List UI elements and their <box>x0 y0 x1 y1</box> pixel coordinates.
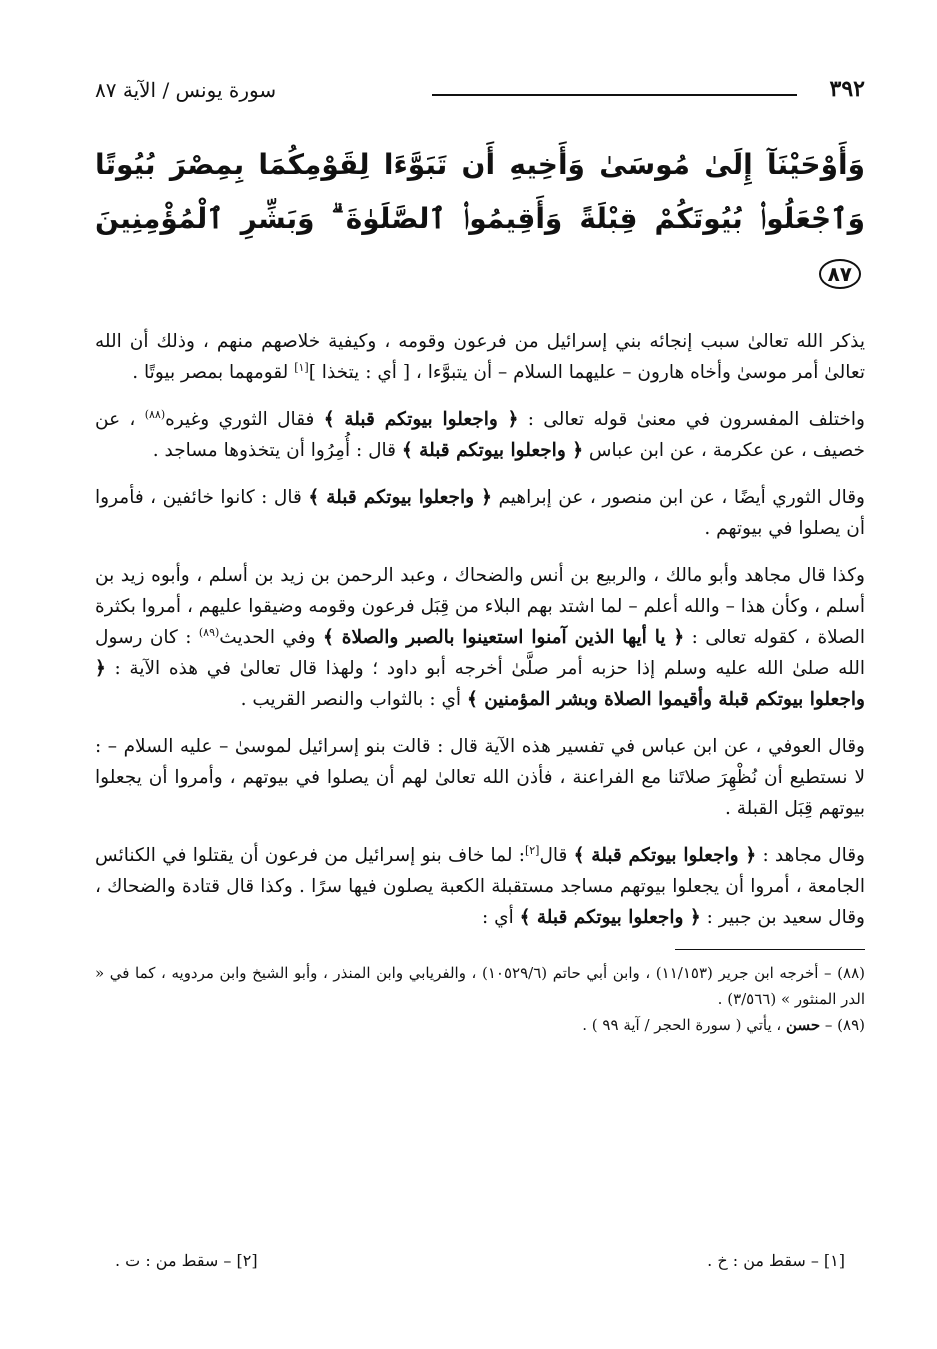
footnote-ref: (٨٨) <box>144 407 166 421</box>
quran-quote: ﴿ واجعلوا بيوتكم قبلة ﴾ <box>519 907 701 928</box>
quran-quote: ﴿ واجعلوا بيوتكم قبلة ﴾ <box>573 845 757 866</box>
quran-verse <box>95 138 865 300</box>
editor-note-2: [٢] – سقط من : ت . <box>115 1251 258 1270</box>
paragraph-2 <box>95 404 865 466</box>
editor-note-1: [١] – سقط من : خ . <box>707 1251 845 1270</box>
editor-notes <box>95 1251 865 1270</box>
footnote-88: (٨٨) – أخرجه ابن جرير (١١/١٥٣) ، وابن أبي حاتم (١٠٥٢٩/٦) ، والفريابي وابن المنذر ، وأبو الشيخ وابن مردويه ، كما في « الدر المنثور » (٣/٥٦٦) . <box>95 964 865 1008</box>
paragraph-text: وفي الحديث <box>219 627 323 648</box>
paragraph-text: وقال الثوري أيضًا ، عن ابن منصور ، عن إبراهيم <box>491 487 865 508</box>
paragraph-text: : لما خاف بنو إسرائيل من فرعون أن يقتلوا في الكنائس الجامعة ، أمروا أن يجعلوا بيوتهم مساجد مستقبلة الكعبة يصلون فيها سرًا . وكذا قال قتادة والضحاك ، وقال سعيد بن جبير : <box>95 845 865 928</box>
verse-text: وَأَوْحَيْنَآ إِلَىٰ مُوسَىٰ وَأَخِيهِ أَن تَبَوَّءَا لِقَوْمِكُمَا بِمِصْرَ بُيُوتًا وَٱجْعَلُوا۟ بُيُوتَكُمْ قِبْلَةً وَأَقِيمُوا۟ ٱلصَّلَوٰةَ ۗ وَبَشِّرِ ٱلْمُؤْمِنِينَ <box>95 148 865 235</box>
header-rule <box>432 94 797 96</box>
paragraph-text: وكذا قال مجاهد وأبو مالك ، والربيع بن أنس والضحاك ، وعبد الرحمن بن زيد بن أسلم ، وأبوه زيد بن أسلم ، وكأن هذا – والله أعلم – لما اشتد بهم البلاء من قِبَل فرعون وقومه وضيقوا عليهم ، أمروا بكثرة الصلاة ، كقوله تعالى : <box>95 565 866 648</box>
surah-reference: سورة يونس / الآية ٨٧ <box>95 78 277 102</box>
editor-note-ref: [١] <box>294 360 309 374</box>
paragraph-6 <box>95 840 865 933</box>
paragraph-text: ، عن خصيف ، عن عكرمة ، عن ابن عباس <box>95 409 865 461</box>
footnote-89 <box>95 1012 865 1038</box>
paragraph-text: قال : كانوا خائفين ، فأمروا أن يصلوا في بيوتهم . <box>95 487 865 539</box>
paragraph-text: وقال العوفي ، عن ابن عباس في تفسير هذه الآية قال : قالت بنو إسرائيل لموسىٰ – عليه السلام – : لا نستطيع أن نُظْهِرَ صلاتَنا مع الفراعنة ، فأذن الله تعالىٰ لهم أن يصلوا في بيوتهم ، وأمروا أن يجعلوا بيوتهم قِبَل القبلة . <box>95 736 865 819</box>
paragraph-text: أي : <box>481 907 520 928</box>
paragraph-text: قال <box>539 845 574 866</box>
paragraph-text: قال : أُمِرُوا أن يتخذوها مساجد . <box>152 440 402 461</box>
quran-quote: ﴿ واجعلوا بيوتكم قبلة ﴾ <box>308 487 492 508</box>
paragraph-3 <box>95 482 865 544</box>
paragraph-text: واختلف المفسرون في معنىٰ قوله تعالى : <box>518 409 865 430</box>
page-number: ٣٩٢ <box>829 76 865 102</box>
book-page <box>95 70 865 1310</box>
paragraph-1 <box>95 326 865 388</box>
paragraph-5 <box>95 731 865 824</box>
paragraph-text: لقومهما بمصر بيوتًا . <box>132 362 295 383</box>
paragraph-text: وقال مجاهد : <box>756 845 865 866</box>
paragraph-4 <box>95 560 865 715</box>
footnote-text: (٨٩) – <box>820 1016 865 1034</box>
ayah-number-mark: ٨٧ <box>819 259 861 289</box>
paragraph-text: فقال الثوري وغيره <box>165 409 324 430</box>
quran-quote: ﴿ واجعلوا بيوتكم قبلة ﴾ <box>323 409 519 430</box>
footnote-rule <box>675 949 865 950</box>
paragraph-text: : كان رسول الله صلىٰ الله عليه وسلم إذا حزبه أمر صلَّىٰ أخرجه أبو داود ؛ ولهذا قال تعالىٰ في هذه الآية : <box>95 627 865 679</box>
editor-note-ref: [٢] <box>524 843 540 857</box>
paragraph-text: أي : بالثواب والنصر القريب . <box>240 689 467 710</box>
quran-quote: ﴿ يا أيها الذين آمنوا استعينوا بالصبر والصلاة ﴾ <box>323 627 685 648</box>
quran-quote: ﴿ واجعلوا بيوتكم قبلة وأقيموا الصلاة وبشر المؤمنين ﴾ <box>95 658 865 710</box>
footnote-text: ، يأتي ( سورة الحجر / آية ٩٩ ) . <box>582 1016 787 1034</box>
footnote-ref: (٨٩) <box>198 625 220 639</box>
quran-quote: ﴿ واجعلوا بيوتكم قبلة ﴾ <box>401 440 584 461</box>
footnote-grade: حسن <box>786 1016 821 1034</box>
page-header <box>95 70 865 110</box>
paragraph-text: يذكر الله تعالىٰ سبب إنجائه بني إسرائيل من فرعون وقومه ، وكيفية خلاصهم منهم ، وذلك أن الله تعالىٰ أمر موسىٰ وأخاه هارون – عليهما السلام – أن يتبوَّءا ، [ أي : يتخذا ] <box>95 331 865 383</box>
